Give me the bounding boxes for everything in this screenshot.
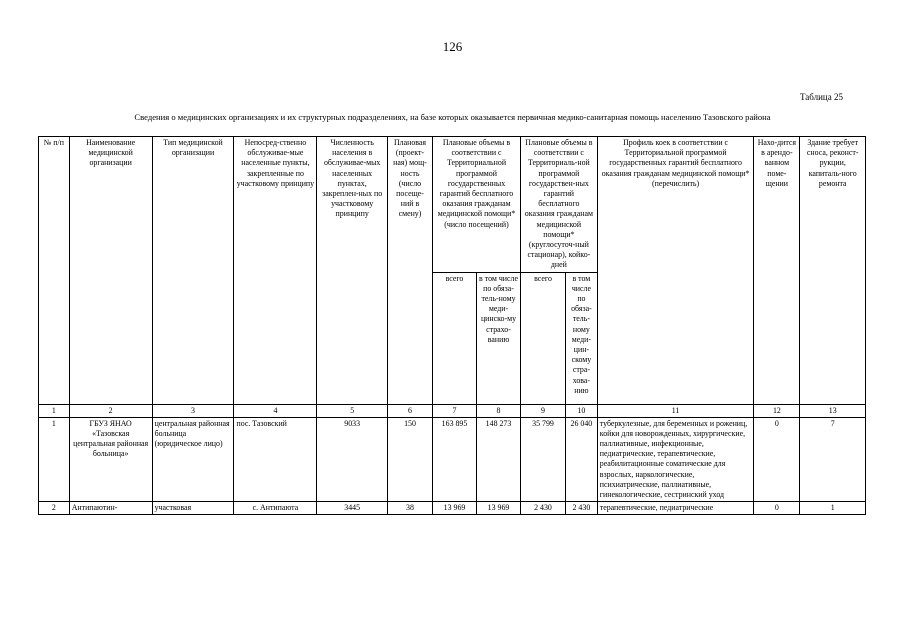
header-rented: Нахо-дится в арендо-ванном поме-щении [754,137,800,405]
population: 9033 [317,417,388,502]
header-row [39,137,866,273]
column-number: 1 [39,404,70,417]
header-org-type: Тип медицинской организации [152,137,234,405]
header-bed-profile: Профиль коек в соответствии с Территориальной программой государственных гарантий бесплатного оказания гражданам медицинской помощи* (перечислить) [597,137,754,405]
facilities-table [38,136,866,515]
column-number: 6 [387,404,432,417]
column-number: 11 [597,404,754,417]
row-number: 1 [39,417,70,502]
visits-oms: 13 969 [477,502,521,515]
column-number: 9 [521,404,566,417]
page-number: 126 [442,39,463,54]
header-planned-visits: Плановые объемы в соответствии с Территориальной программой государственных гарантий бесплатного оказания гражданам медицинской помощи* (число посещений) [433,137,521,273]
header-settlements: Непосред-ственно обслуживае-мые населенные пункты, закрепленные по участковому принципу [234,137,317,405]
column-number: 13 [800,404,866,417]
beds-total: 2 430 [521,502,566,515]
column-number: 8 [477,404,521,417]
document-title: Сведения о медицинских организациях и их структурных подразделениях, на базе которых оказывается первичная медико-санитарная помощь населению Тазовского района [134,112,771,122]
header-org-name: Наименование медицинской организации [69,137,152,405]
bed-profile: туберкулезные, для беременных и рожениц, койки для новорожденных, хирургические, паллиативные, инфекционные, педиатрические, терапевтические, реабилитационные соматические для взрослых, наркологические, психиатрические, паллиативные, гинекологические, сестринский уход [597,417,754,502]
subheader-beds-oms: в том числе по обяза-тель-ному меди-цин-скому стра-хова-нию [566,272,598,404]
subheader-visits-total: всего [433,272,477,404]
visits-total: 13 969 [433,502,477,515]
org-name: Антипаютин- [69,502,152,515]
header-planned-beds: Плановые объемы в соответствии с Территориаль-ной программой государствен-ных гарантий бесплатного оказания гражданам медицинской помощи* (круглосуточ-ный стационар), койко-дней [521,137,598,273]
subheader-visits-oms: в том числе по обяза-тель-ному меди-цинско-му страхо-ванию [477,272,521,404]
table-label: Таблица 25 [800,92,843,102]
beds-oms: 2 430 [566,502,598,515]
column-numbers-row [39,404,866,417]
population: 3445 [317,502,388,515]
bed-profile: терапевтические, педиатрические [597,502,754,515]
needs-repair: 1 [800,502,866,515]
visits-oms: 148 273 [477,417,521,502]
org-type: центральная районная больница (юридическое лицо) [152,417,234,502]
table-row [39,502,866,515]
needs-repair: 7 [800,417,866,502]
column-number: 7 [433,404,477,417]
subheader-beds-total: всего [521,272,566,404]
table-row [39,417,866,502]
visits-total: 163 895 [433,417,477,502]
org-type: участковая [152,502,234,515]
row-number: 2 [39,502,70,515]
beds-total: 35 799 [521,417,566,502]
column-number: 2 [69,404,152,417]
org-name: ГБУЗ ЯНАО «Тазовская центральная районная больница» [69,417,152,502]
column-number: 5 [317,404,388,417]
capacity: 150 [387,417,432,502]
rented: 0 [754,502,800,515]
column-number: 10 [566,404,598,417]
header-population: Численность населения в обслуживае-мых населенных пунктах, закреплен-ных по участковому принципу [317,137,388,405]
capacity: 38 [387,502,432,515]
header-needs-repair: Здание требует сноса, реконст-рукции, капиталь-ного ремонта [800,137,866,405]
header-number: № п/п [39,137,70,405]
header-capacity: Плановая (проект-ная) мощ-ность (число посеще-ний в смену) [387,137,432,405]
settlement: пос. Тазовский [234,417,317,502]
beds-oms: 26 040 [566,417,598,502]
rented: 0 [754,417,800,502]
column-number: 3 [152,404,234,417]
column-number: 12 [754,404,800,417]
settlement: с. Антипаюта [234,502,317,515]
column-number: 4 [234,404,317,417]
